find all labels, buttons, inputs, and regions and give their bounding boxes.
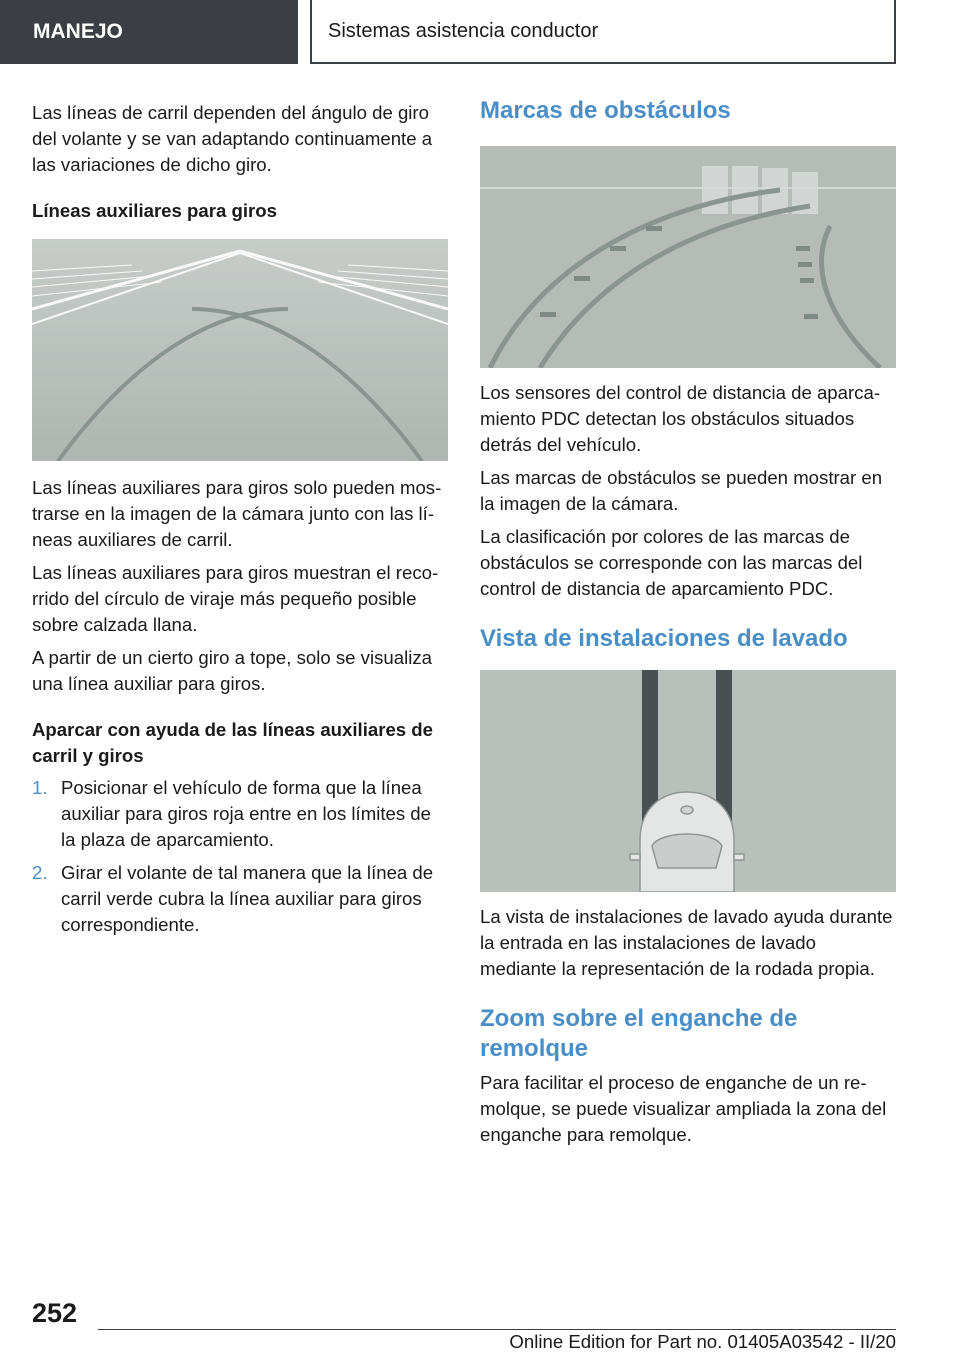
page-number: 252 xyxy=(32,1298,78,1328)
chapter-title: Sistemas asistencia conductor xyxy=(310,0,896,64)
left-column xyxy=(32,100,448,945)
obstacle-paragraph-3: La clasificación por colores de las marcas de obstáculos se corresponde con las marcas del control de distancia de aparcamiento PDC. xyxy=(480,526,863,599)
edition-footer: Online Edition for Part no. 01405A03542 - II/20 xyxy=(509,1331,896,1352)
zoom-heading: Zoom sobre el enganche de remolque xyxy=(480,1005,798,1062)
parking-steps xyxy=(32,775,448,938)
step-number: 1. xyxy=(32,777,48,798)
list-item xyxy=(32,775,448,853)
list-item xyxy=(32,860,448,938)
obstacle-paragraph-1: Los sensores del control de distancia de aparcamiento PDC detectan los obstáculos situados detrás del vehículo. xyxy=(480,382,881,455)
section-tab: MANEJO xyxy=(0,0,298,64)
step-text: Posicionar el vehículo de forma que la línea auxiliar para giros roja entre en los límites de la plaza de aparcamiento. xyxy=(61,777,431,850)
turn-lines-paragraph-1: Las líneas auxiliares para giros solo pueden mostrarse en la imagen de la cámara junto con las líneas auxiliares de carril. xyxy=(32,477,442,550)
wash-heading: Vista de instalaciones de lavado xyxy=(480,625,848,652)
right-column xyxy=(480,96,896,1155)
obstacle-heading: Marcas de obstáculos xyxy=(480,97,731,124)
step-number: 2. xyxy=(32,862,48,883)
car-wash-figure xyxy=(480,670,896,892)
obstacle-marks-figure xyxy=(480,146,896,368)
turn-lines-paragraph-3: A partir de un cierto giro a tope, solo se visualiza una línea auxiliar para giros. xyxy=(32,647,432,694)
turn-lines-heading: Líneas auxiliares para giros xyxy=(32,200,277,221)
intro-paragraph: Las líneas de carril dependen del ángulo de giro del volante y se van adaptando continuamente a las variaciones de dicho giro. xyxy=(32,102,433,175)
turn-lines-figure xyxy=(32,239,448,461)
zoom-paragraph: Para facilitar el proceso de enganche de un remolque, se puede visualizar ampliada la zona del enganche para remolque. xyxy=(480,1072,887,1145)
step-text: Girar el volante de tal manera que la línea de carril verde cubra la línea auxiliar para giros correspondiente. xyxy=(61,862,434,935)
wash-paragraph: La vista de instalaciones de lavado ayuda durante la entrada en las instalaciones de lavado mediante la representación de la rodada propia. xyxy=(480,906,893,979)
turn-lines-paragraph-2: Las líneas auxiliares para giros muestran el recorrido del círculo de viraje más pequeño posible sobre calzada llana. xyxy=(32,562,439,635)
obstacle-paragraph-2: Las marcas de obstáculos se pueden mostrar en la imagen de la cámara. xyxy=(480,467,883,514)
parking-heading: Aparcar con ayuda de las líneas auxiliares de carril y giros xyxy=(32,719,433,766)
